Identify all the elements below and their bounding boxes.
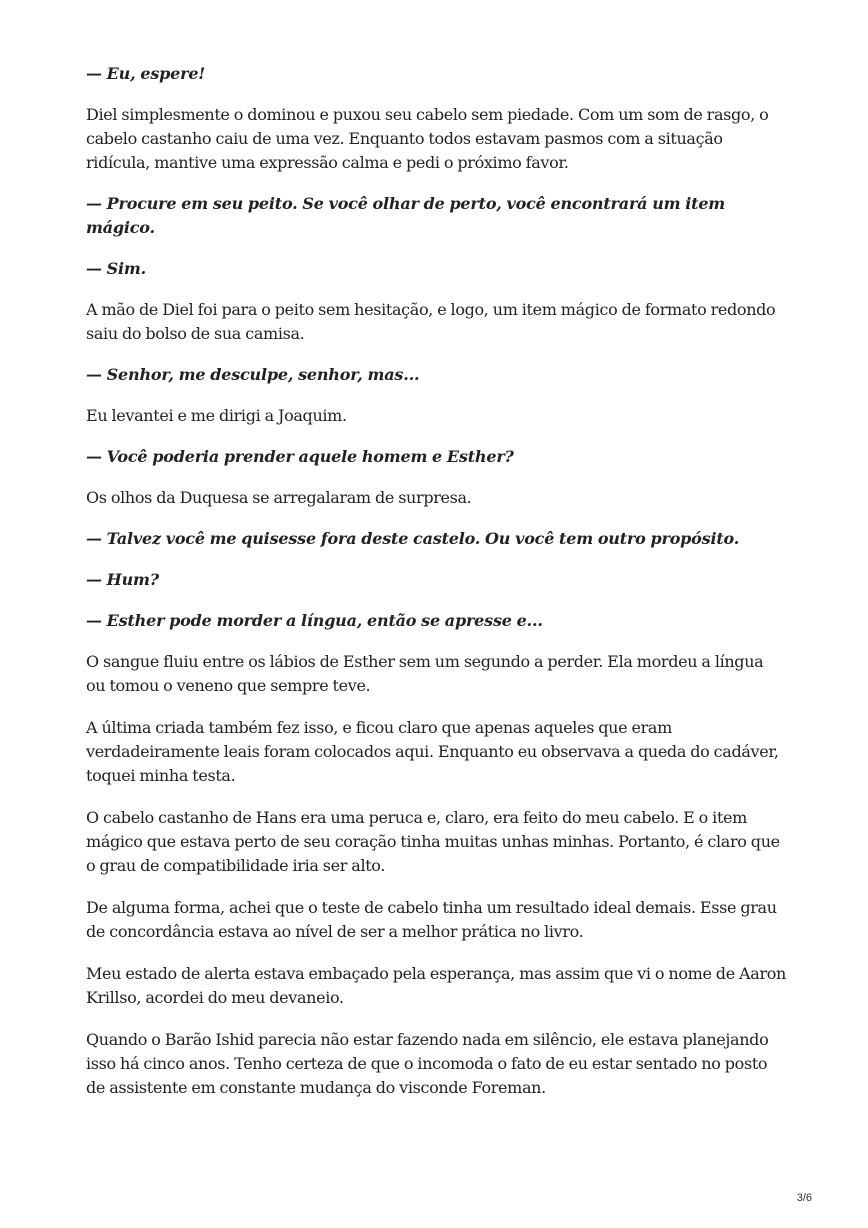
- narration-paragraph: Diel simplesmente o dominou e puxou seu cabelo sem piedade. Com um som de rasgo, o cabelo castanho caiu de uma vez. Enquanto todos estavam pasmos com a situação ridícula, mantive uma expressão calma e pedi o próximo favor.: [86, 105, 769, 172]
- narration-paragraph: O sangue fluiu entre os lábios de Esther sem um segundo a perder. Ela mordeu a língua ou tomou o veneno que sempre teve.: [86, 652, 764, 695]
- dialogue-line: — Eu, espere!: [86, 64, 206, 83]
- document-page: [86, 62, 786, 1117]
- dialogue-line: — Você poderia prender aquele homem e Esther?: [86, 447, 514, 466]
- narration-paragraph: De alguma forma, achei que o teste de cabelo tinha um resultado ideal demais. Esse grau de concordância estava ao nível de ser a melhor prática no livro.: [86, 898, 777, 941]
- dialogue-line: — Talvez você me quisesse fora deste castelo. Ou você tem outro propósito.: [86, 529, 740, 548]
- page-number: 3/6: [796, 1192, 812, 1204]
- narration-paragraph: O cabelo castanho de Hans era uma peruca e, claro, era feito do meu cabelo. E o item mágico que estava perto de seu coração tinha muitas unhas minhas. Portanto, é claro que o grau de compatibilidade iria ser alto.: [86, 808, 780, 875]
- narration-paragraph: A mão de Diel foi para o peito sem hesitação, e logo, um item mágico de formato redondo saiu do bolso de sua camisa.: [86, 300, 776, 343]
- narration-paragraph: Eu levantei e me dirigi a Joaquim.: [86, 406, 347, 425]
- narration-paragraph: A última criada também fez isso, e ficou claro que apenas aqueles que eram verdadeiramente leais foram colocados aqui. Enquanto eu observava a queda do cadáver, toquei minha testa.: [86, 718, 779, 785]
- narration-paragraph: Meu estado de alerta estava embaçado pela esperança, mas assim que vi o nome de Aaron Krillso, acordei do meu devaneio.: [86, 964, 786, 1007]
- dialogue-line: — Sim.: [86, 259, 147, 278]
- narration-paragraph: Quando o Barão Ishid parecia não estar fazendo nada em silêncio, ele estava planejando isso há cinco anos. Tenho certeza de que o incomoda o fato de eu estar sentado no posto de assistente em constante mudança do visconde Foreman.: [86, 1030, 769, 1097]
- narration-paragraph: Os olhos da Duquesa se arregalaram de surpresa.: [86, 488, 472, 507]
- dialogue-line: — Senhor, me desculpe, senhor, mas...: [86, 365, 420, 384]
- dialogue-line: — Hum?: [86, 570, 159, 589]
- dialogue-line: — Esther pode morder a língua, então se apresse e...: [86, 611, 543, 630]
- dialogue-line: — Procure em seu peito. Se você olhar de perto, você encontrará um item mágico.: [86, 194, 726, 237]
